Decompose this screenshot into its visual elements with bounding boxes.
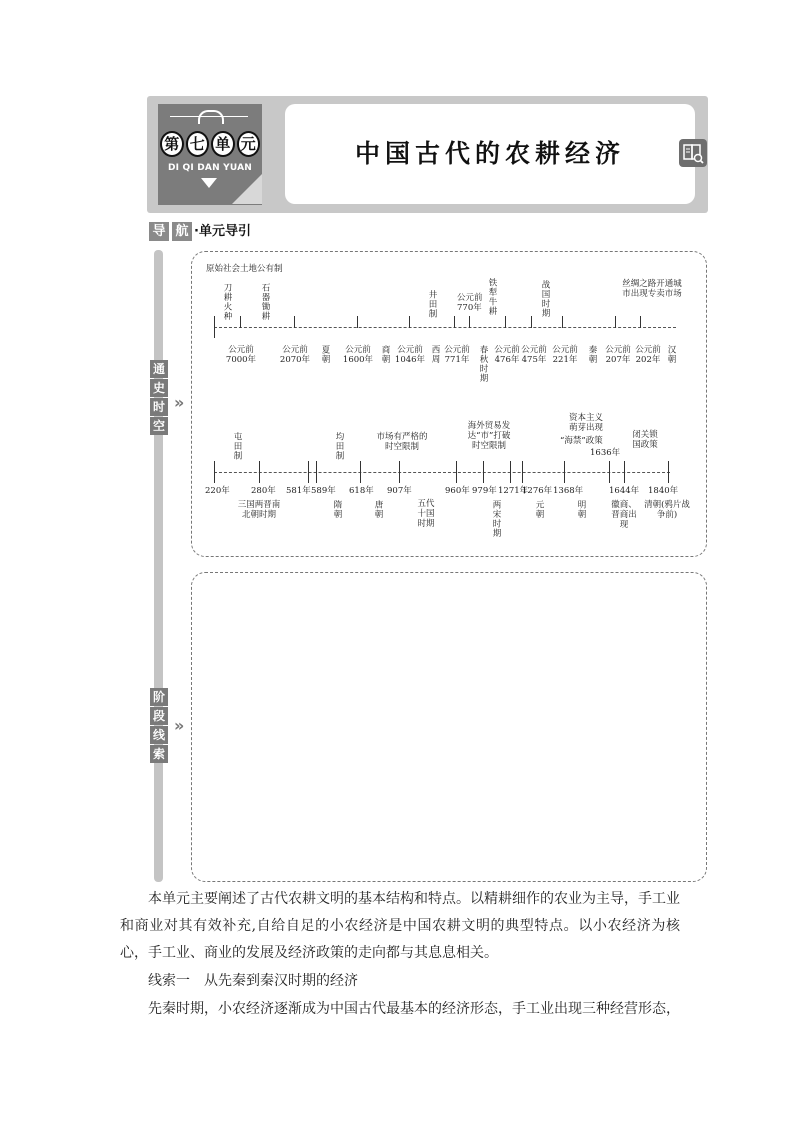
date-label: 907年 bbox=[387, 486, 412, 496]
period-label: 五代十国时期 bbox=[417, 499, 435, 529]
date-label: 220年 bbox=[205, 486, 230, 496]
left-rail bbox=[154, 250, 163, 882]
event-label: 公元前770年 bbox=[457, 293, 483, 313]
event-label: 石器锄耕 bbox=[260, 283, 270, 321]
timeline-axis bbox=[214, 327, 676, 328]
badge-char: 单 bbox=[211, 131, 235, 157]
stage-clues-panel bbox=[191, 572, 707, 882]
date-label: 618年 bbox=[349, 486, 374, 496]
dynasty-label: 明朝 bbox=[576, 500, 586, 519]
timeline-tick bbox=[214, 461, 215, 483]
event-label: “海禁”政策 bbox=[560, 436, 603, 446]
rail-char: 史 bbox=[150, 379, 168, 397]
date-label: 280年 bbox=[251, 486, 276, 496]
date-label: 1840年 bbox=[648, 486, 679, 496]
timeline-tick bbox=[469, 316, 470, 328]
date-label: 公元前476年 bbox=[494, 345, 520, 365]
event-label: 铁犁牛耕 bbox=[487, 278, 497, 316]
timeline-tick bbox=[357, 316, 358, 328]
timeline-tick bbox=[564, 461, 565, 483]
timeline-tick bbox=[609, 461, 610, 483]
timeline-tick bbox=[522, 461, 523, 483]
timeline-tick bbox=[308, 461, 309, 483]
dynasty-label: 唐朝 bbox=[373, 500, 383, 519]
timeline-tick bbox=[259, 461, 260, 483]
timeline-note: 原始社会土地公有制 bbox=[206, 264, 283, 274]
date-label: 公元前1600年 bbox=[342, 345, 374, 365]
book-search-icon bbox=[679, 139, 707, 167]
period-label: 清朝(鸦片战争前) bbox=[644, 500, 690, 520]
event-label: 井田制 bbox=[427, 290, 437, 319]
chevron-right-icon: » bbox=[174, 716, 185, 735]
badge-subtitle: DI QI DAN YUAN bbox=[167, 163, 253, 173]
rail-char: 通 bbox=[150, 360, 168, 378]
timeline-tick bbox=[531, 316, 532, 328]
timeline-tick bbox=[409, 316, 410, 328]
badge-char: 七 bbox=[186, 131, 210, 157]
date-label: 公元前207年 bbox=[605, 345, 631, 365]
event-label: 海外贸易发达“市”打破时空限制 bbox=[467, 421, 511, 451]
timeline-tick bbox=[456, 461, 457, 483]
event-label: 战国时期 bbox=[540, 280, 550, 318]
timeline-tick bbox=[240, 316, 241, 328]
rail-char: 空 bbox=[150, 417, 168, 435]
dynasty-label: 夏朝 bbox=[320, 345, 330, 364]
event-label: 市场有严格的时空限制 bbox=[376, 432, 428, 452]
event-label: 屯田制 bbox=[232, 432, 242, 461]
period-label: 两宋时期 bbox=[491, 500, 501, 538]
date-label: 979年 bbox=[472, 486, 497, 496]
timeline-axis bbox=[214, 472, 670, 473]
timeline-tick bbox=[454, 316, 455, 328]
date-label: 1644年 bbox=[609, 486, 640, 496]
dynasty-label: 西周 bbox=[430, 345, 440, 364]
date-label: 公元前475年 bbox=[521, 345, 547, 365]
badge-char: 元 bbox=[237, 131, 261, 157]
rail-label-jieduan bbox=[150, 688, 168, 764]
timeline-tick bbox=[360, 461, 361, 483]
date-label: 1271年 bbox=[498, 486, 529, 496]
dynasty-label: 秦朝 bbox=[587, 345, 597, 364]
timeline-tick bbox=[316, 461, 317, 483]
rail-char: 线 bbox=[150, 726, 168, 744]
timeline-tick bbox=[399, 461, 400, 483]
dynasty-label: 元朝 bbox=[534, 500, 544, 519]
date-label: 1368年 bbox=[553, 486, 584, 496]
date-label: 1276年 bbox=[522, 486, 553, 496]
date-label: 公元前1046年 bbox=[394, 345, 426, 365]
date-label: 公元前771年 bbox=[444, 345, 470, 365]
date-label: 公元前2070年 bbox=[279, 345, 311, 365]
timeline-tick bbox=[214, 316, 215, 338]
clue-heading: 线索一 从先秦到秦汉时期的经济 bbox=[148, 973, 358, 989]
dynasty-label: 汉朝 bbox=[666, 345, 676, 364]
event-label: 闭关锁国政策 bbox=[632, 430, 658, 450]
timeline-tick bbox=[615, 316, 616, 328]
page-title: 中国古代的农耕经济 bbox=[354, 139, 625, 168]
timeline-tick bbox=[640, 316, 641, 328]
date-label: 589年 bbox=[311, 486, 336, 496]
rail-char: 段 bbox=[150, 707, 168, 725]
dynasty-label: 隋朝 bbox=[332, 500, 342, 519]
chevron-right-icon: » bbox=[174, 393, 185, 412]
date-label: 公元前221年 bbox=[552, 345, 578, 365]
dynasty-label: 商朝 bbox=[380, 345, 390, 364]
rail-char: 阶 bbox=[150, 688, 168, 706]
date-label: 公元前7000年 bbox=[225, 345, 257, 365]
nav-char-box: 航 bbox=[172, 222, 192, 241]
period-label: 徽商、晋商出现 bbox=[611, 500, 637, 530]
body-paragraph: 先秦时期，小农经济逐渐成为中国古代最基本的经济形态，手工业出现三种经营形态， bbox=[148, 1001, 680, 1017]
event-label: 资本主义萌芽出现 bbox=[568, 413, 603, 433]
rail-char: 索 bbox=[150, 745, 168, 763]
timeline-tick bbox=[294, 316, 295, 328]
nav-char-box: 导 bbox=[149, 222, 169, 241]
badge-page-fold bbox=[232, 174, 262, 204]
rail-label-tongshi bbox=[150, 360, 168, 436]
date-label: 581年 bbox=[286, 486, 311, 496]
date-label: 公元前202年 bbox=[635, 345, 661, 365]
event-label: 1636年 bbox=[590, 448, 621, 458]
event-label: 均田制 bbox=[334, 432, 344, 461]
section-heading: ·单元导引 bbox=[194, 224, 251, 239]
timeline-tick bbox=[624, 461, 625, 483]
badge-hanger-icon bbox=[198, 110, 224, 124]
timeline-tick bbox=[510, 461, 511, 483]
badge-title bbox=[160, 131, 260, 161]
event-label: 刀耕火种 bbox=[222, 283, 232, 321]
period-label: 三国两晋南北朝时期 bbox=[237, 500, 281, 520]
dynasty-label: 春秋时期 bbox=[478, 345, 488, 383]
badge-triangle-icon bbox=[201, 178, 217, 188]
timeline-tick bbox=[483, 461, 484, 483]
rail-char: 时 bbox=[150, 398, 168, 416]
timeline-tick bbox=[668, 461, 669, 483]
badge-char: 第 bbox=[160, 131, 184, 157]
timeline-tick bbox=[505, 316, 506, 328]
date-label: 960年 bbox=[445, 486, 470, 496]
timeline-tick bbox=[562, 316, 563, 328]
body-paragraph: 本单元主要阐述了古代农耕文明的基本结构和特点。以精耕细作的农业为主导，手工业和商业对其有效补充,自给自足的小农经济是中国农耕文明的典型特点。以小农经济为核心，手工业、商业的发展及经济政策的走向都与其息息相关。 bbox=[120, 891, 680, 961]
event-label: 丝绸之路开通城市出现专卖市场 bbox=[622, 279, 682, 299]
